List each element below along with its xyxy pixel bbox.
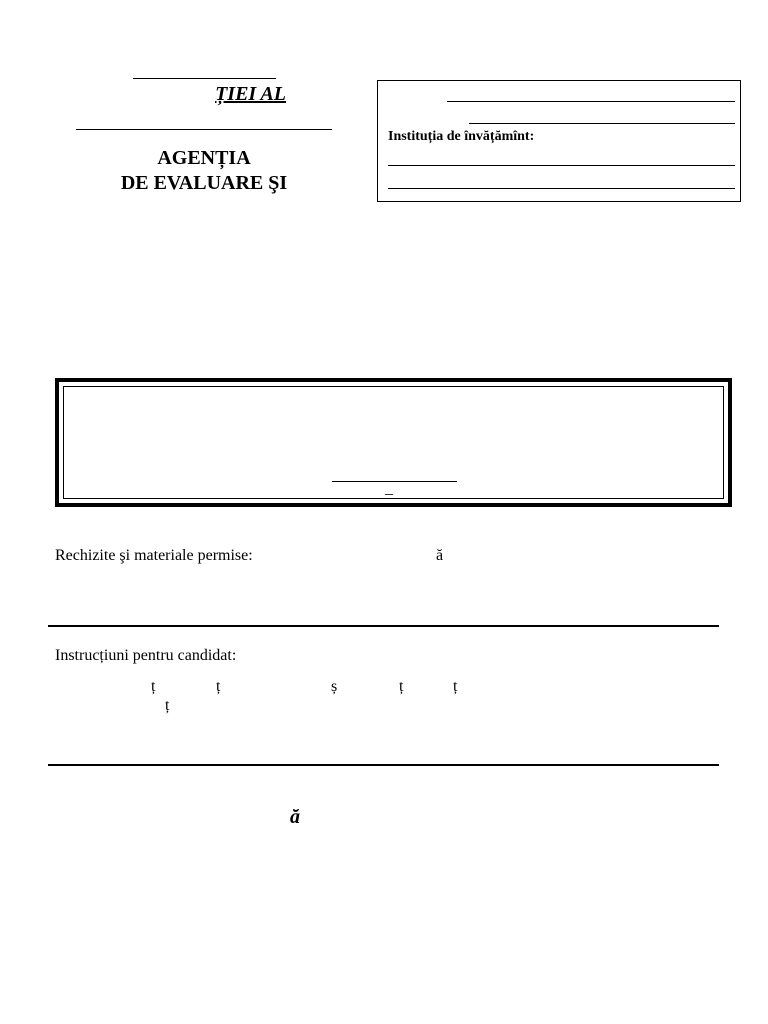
agency-name-line1: AGENȚIA [157, 147, 251, 169]
institution-field-line-1[interactable] [388, 165, 735, 166]
footer-fragment: ă [290, 806, 300, 828]
instruction-glyph: ș [331, 678, 338, 695]
instruction-glyph: ț [399, 678, 404, 695]
agency-name-line2: DE EVALUARE ŞI [120, 172, 288, 194]
info-field-line-1[interactable] [447, 101, 735, 102]
materials-divider [48, 625, 719, 627]
info-field-line-2[interactable] [469, 123, 735, 124]
instruction-glyph: ț [165, 697, 170, 714]
title-dash: _ [385, 480, 393, 497]
institution-field-line-2[interactable] [388, 188, 735, 189]
header-divider-rule [76, 129, 332, 130]
title-frame [55, 378, 732, 507]
institution-label: Instituția de învățămînt: [388, 129, 535, 144]
instruction-glyph: ț [216, 678, 221, 695]
candidate-info-box [377, 80, 741, 202]
instructions-divider [48, 764, 719, 766]
instructions-label: Instrucțiuni pentru candidat: [55, 647, 237, 664]
instruction-glyph: ț [151, 678, 156, 695]
materials-fragment: ă [436, 547, 444, 564]
materials-label: Rechizite şi materiale permise: [55, 547, 253, 564]
ministry-name-fragment: ȚIEI AL [215, 83, 286, 105]
header-top-rule [133, 78, 276, 79]
instruction-glyph: ț [453, 678, 458, 695]
